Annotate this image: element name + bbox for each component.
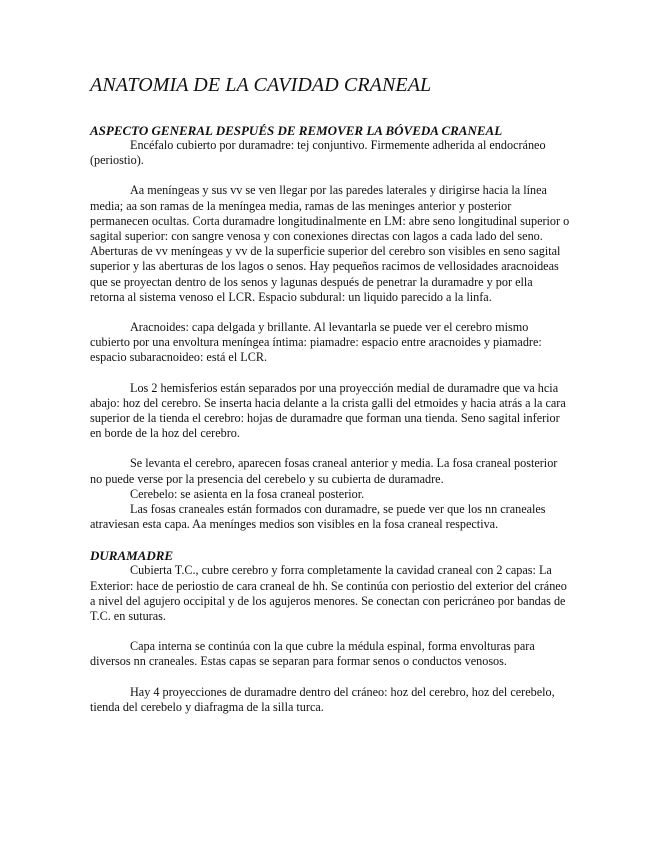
paragraph-levanta-cerebro: Se levanta el cerebro, aparecen fosas craneal anterior y media. La fosa craneal posterior no puede verse por la presencia del cerebelo y su cubierta de duramadre. (90, 456, 558, 486)
paragraph-capa-interna: Capa interna se continúa con la que cubre la médula espinal, forma envolturas para diversos nn craneales. Estas capas se separan para formar senos o conductos venosos. (90, 639, 535, 669)
section-heading-aspecto-general: ASPECTO GENERAL DESPUÉS DE REMOVER LA BÓVEDA CRANEAL (90, 123, 503, 138)
paragraph-meningeas: Aa meníngeas y sus vv se ven llegar por las paredes laterales y dirigirse hacia la línea media; aa son ramas de la meníngea media, ramas de las meninges anterior y posterior permanecen ocultas. Corta duramadre longitudinalmente en LM: abre seno longitudinal superior o sagital superior: con sangre venosa y con conexiones directas con lagos a cada lado del seno. Aberturas de vv meníngeas y vv de la superficie superior del cerebro son visibles en seno sagital superior y las aberturas de los lagos o senos. Hay pequeños racimos de vellosidades aracnoideas que se proyectan dentro de los senos y lagunas después de penetrar la duramadre y por ella retorna al sistema venoso el LCR. Espacio subdural: un liquido parecido a la linfa. (90, 183, 570, 304)
paragraph-cerebelo: Cerebelo: se asienta en la fosa craneal posterior. (130, 486, 365, 501)
paragraph-cubierta-tc: Cubierta T.C., cubre cerebro y forra completamente la cavidad craneal con 2 capas: La Exterior: hace de periostio de cara craneal de hh. Se continúa con periostio del exterior del cráneo a nivel del agujero occipital y de los agujeros menores. Se conectan con pericráneo por bandas de T.C. en suturas. (90, 563, 567, 624)
page-title: ANATOMIA DE LA CAVIDAD CRANEAL (90, 74, 432, 96)
paragraph-aracnoides: Aracnoides: capa delgada y brillante. Al levantarla se puede ver el cerebro mismo cubierto por una envoltura meníngea íntima: piamadre: espacio entre aracnoides y piamadre: espacio subaracnoideo: está el LCR. (90, 320, 542, 365)
paragraph-hemisferios: Los 2 hemisferios están separados por una proyección medial de duramadre que va hcia abajo: hoz del cerebro. Se inserta hacia delante a la crista galli del etmoides y hacia atrás a la cara superior de la tienda el cerebro: hojas de duramadre que forman una tienda. Seno sagital inferior en borde de la hoz del cerebro. (90, 380, 566, 441)
document-page (90, 74, 570, 715)
paragraph-encefalo: Encéfalo cubierto por duramadre: tej conjuntivo. Firmemente adherida al endocráneo (periostio). (90, 138, 546, 168)
paragraph-proyecciones: Hay 4 proyecciones de duramadre dentro del cráneo: hoz del cerebro, hoz del cerebelo, tienda del cerebelo y diafragma de la silla turca. (90, 684, 555, 714)
section-heading-duramadre: DURAMADRE (90, 548, 174, 564)
paragraph-fosas-craneales: Las fosas craneales están formados con duramadre, se puede ver que los nn craneales atraviesan esta capa. Aa menínges medios son visibles en la fosa craneal respectiva. (90, 502, 546, 532)
